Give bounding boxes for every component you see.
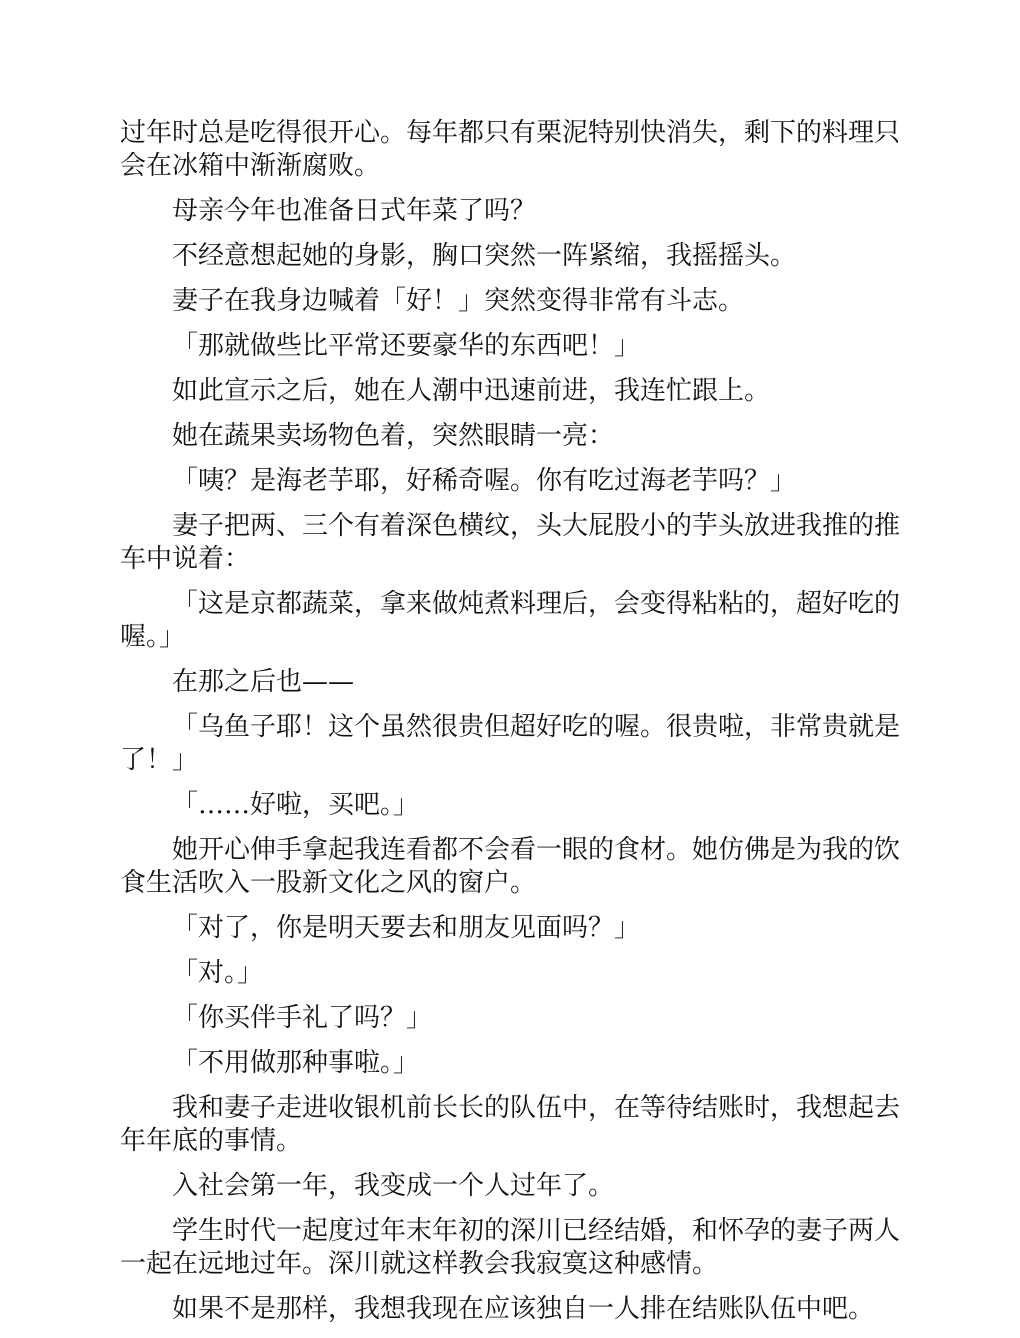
paragraph: 「你买伴手礼了吗？」 (172, 1003, 433, 1033)
paragraph: 「乌鱼子耶！这个虽然很贵但超好吃的喔。很贵啦，非常贵就是了！」 (120, 712, 901, 775)
paragraph: 「对了，你是明天要去和朋友见面吗？」 (172, 913, 641, 943)
paragraph: 「对。」 (172, 958, 264, 988)
paragraph: 妻子把两、三个有着深色横纹，头大屁股小的芋头放进我推的推车中说着： (120, 511, 901, 574)
paragraph: 「这是京都蔬菜，拿来做炖煮料理后，会变得粘粘的，超好吃的喔。」 (120, 589, 901, 652)
paragraph: 她开心伸手拿起我连看都不会看一眼的食材。她仿佛是为我的饮食生活吹入一股新文化之风的窗户。 (120, 835, 901, 898)
paragraph: 在那之后也—— (172, 667, 355, 697)
paragraph: 不经意想起她的身影，胸口突然一阵紧缩，我摇摇头。 (172, 241, 797, 271)
paragraph: 如此宣示之后，她在人潮中迅速前进，我连忙跟上。 (172, 376, 771, 406)
paragraph: 我和妻子走进收银机前长长的队伍中，在等待结账时，我想起去年年底的事情。 (120, 1093, 901, 1156)
paragraph: 入社会第一年，我变成一个人过年了。 (172, 1171, 615, 1201)
paragraph: 妻子在我身边喊着「好！」突然变得非常有斗志。 (172, 286, 745, 316)
paragraph: 「咦？是海老芋耶，好稀奇喔。你有吃过海老芋吗？」 (172, 466, 797, 496)
paragraph: 「……好啦，买吧。」 (172, 790, 420, 820)
paragraph: 母亲今年也准备日式年菜了吗？ (172, 196, 537, 226)
paragraph: 「不用做那种事啦。」 (172, 1048, 420, 1078)
paragraph: 她在蔬果卖场物色着，突然眼睛一亮： (172, 421, 615, 451)
document-page (120, 117, 900, 1338)
paragraph: 如果不是那样，我想我现在应该独自一人排在结账队伍中吧。 (172, 1294, 875, 1324)
paragraph: 「那就做些比平常还要豪华的东西吧！」 (172, 331, 641, 361)
paragraph: 过年时总是吃得很开心。每年都只有栗泥特别快消失，剩下的料理只会在冰箱中渐渐腐败。 (120, 118, 901, 181)
paragraph: 学生时代一起度过年末年初的深川已经结婚，和怀孕的妻子两人一起在远地过年。深川就这样教会我寂寞这种感情。 (120, 1216, 901, 1279)
